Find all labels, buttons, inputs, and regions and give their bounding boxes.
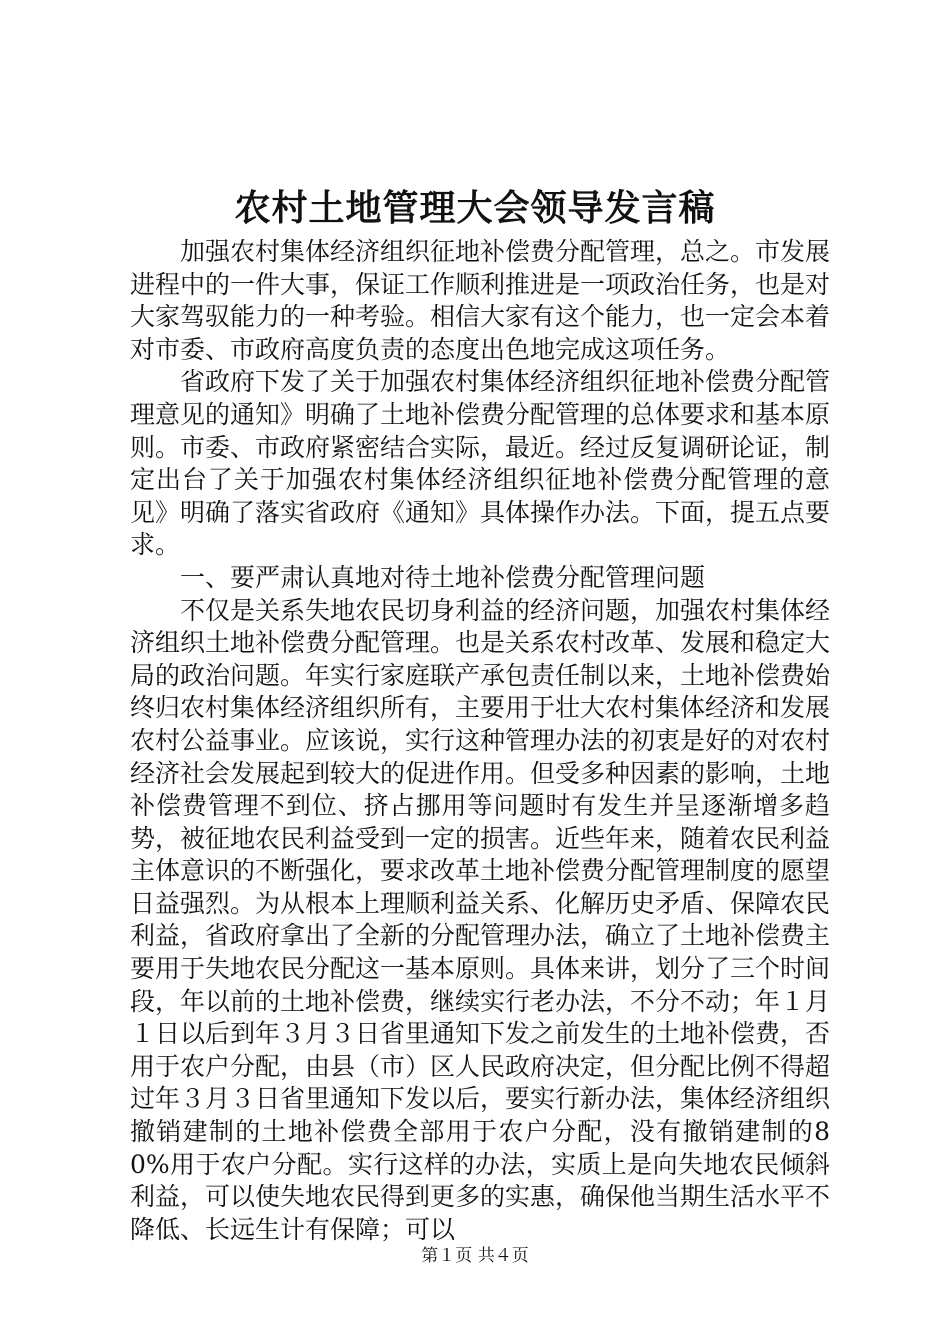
page-footer: 第１页 共４页 [421,1246,529,1266]
paragraph-intro: 加强农村集体经济组织征地补偿费分配管理，总之。市发展进程中的一件大事，保证工作顺利推进是一项政治任务，也是对大家驾驭能力的一种考验。相信大家有这个能力，也一定会本着对市委、市政府高度负责的态度出色地完成这项任务。 [130,237,831,364]
section-heading-1: 一、要严肃认真地对待土地补偿费分配管理问题 [180,562,706,592]
paragraph-section-1: 不仅是关系失地农民切身利益的经济问题，加强农村集体经济组织土地补偿费分配管理。也是关系农村改革、发展和稳定大局的政治问题。年实行家庭联产承包责任制以来，土地补偿费始终归农村集体经济组织所有，主要用于壮大农村集体经济和发展农村公益事业。应该说，实行这种管理办法的初衷是好的对农村经济社会发展起到较大的促进作用。但受多种因素的影响，土地补偿费管理不到位、挤占挪用等问题时有发生并呈逐渐增多趋势，被征地农民利益受到一定的损害。近些年来，随着农民利益主体意识的不断强化，要求改革土地补偿费分配管理制度的愿望日益强烈。为从根本上理顺利益关系、化解历史矛盾、保障农民利益，省政府拿出了全新的分配管理办法，确立了土地补偿费主要用于失地农民分配这一基本原则。具体来讲，划分了三个时间段，年以前的土地补偿费，继续实行老办法，不分不动；年１月１日以后到年３月３日省里通知下发之前发生的土地补偿费，否用于农户分配，由县（市）区人民政府决定，但分配比例不得超过年３月３日省里通知下发以后，要实行新办法，集体经济组织撤销建制的土地补偿费全部用于农户分配，没有撤销建制的80%用于农户分配。实行这样的办法，实质上是向失地农民倾斜利益，可以使失地农民得到更多的实惠，确保他当期生活水平不降低、长远生计有保障；可以 [130,595,831,1244]
document-body [130,236,830,1246]
paragraph-notice: 省政府下发了关于加强农村集体经济组织征地补偿费分配管理意见的通知》明确了土地补偿费分配管理的总体要求和基本原则。市委、市政府紧密结合实际，最近。经过反复调研论证，制定出台了关于加强农村集体经济组织征地补偿费分配管理的意见》明确了落实省政府《通知》具体操作办法。下面，提五点要求。 [130,367,831,560]
document-title: 农村土地管理大会领导发言稿 [234,187,716,229]
